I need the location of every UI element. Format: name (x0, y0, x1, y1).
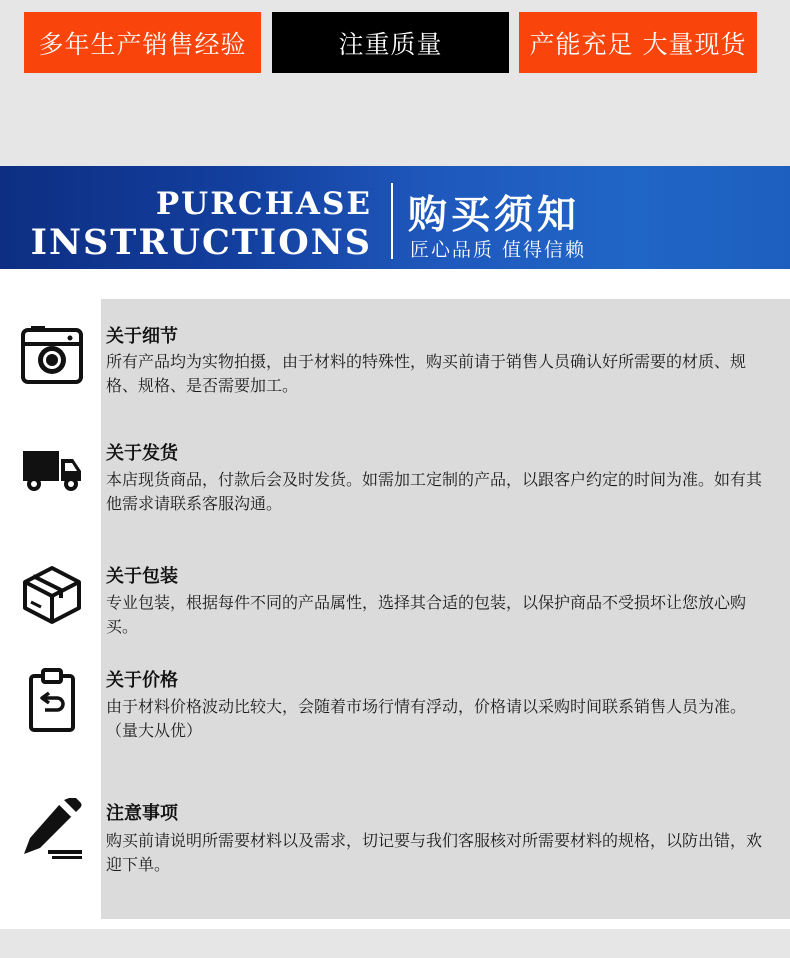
banner-divider (391, 183, 393, 259)
clipboard-return-icon (20, 668, 84, 732)
item-text-price: 由于材料价格波动比较大，会随着市场行情有浮动，价格请以采购时间联系销售人员为准。（量大从优） (106, 697, 747, 740)
truck-icon (20, 438, 84, 502)
item-title-packaging: 关于包装 (106, 566, 178, 587)
badge-experience: 多年生产销售经验 (24, 12, 261, 73)
item-text-details: 所有产品均为实物拍摄，由于材料的特殊性，购买前请于销售人员确认好所需要的材质、规格、规格、是否需要加工。 (106, 352, 747, 395)
badge-capacity: 产能充足 大量现货 (519, 12, 757, 73)
item-title-details: 关于细节 (106, 326, 178, 347)
pen-edit-icon (20, 797, 84, 861)
banner-title-en-line1: PURCHASE (155, 186, 372, 222)
item-title-shipping: 关于发货 (106, 443, 178, 464)
item-text-packaging: 专业包装，根据每件不同的产品属性，选择其合适的包装，以保护商品不受损坏让您放心购买。 (106, 593, 747, 636)
purchase-instructions-banner (0, 166, 790, 269)
item-text-shipping: 本店现货商品，付款后会及时发货。如需加工定制的产品，以跟客户约定的时间为准。如有其他需求请联系客服沟通。 (106, 470, 763, 513)
camera-icon (20, 322, 84, 386)
item-text-notes: 购买前请说明所需要材料以及需求，切记要与我们客服核对所需要材料的规格，以防出错，欢迎下单。 (106, 831, 763, 874)
badge-quality: 注重质量 (272, 12, 509, 73)
item-title-notes: 注意事项 (106, 803, 178, 824)
item-title-price: 关于价格 (106, 670, 178, 691)
banner-title-cn: 购买须知 (408, 193, 581, 238)
banner-subtitle-cn: 匠心品质 值得信赖 (410, 239, 587, 261)
package-box-icon (20, 562, 84, 626)
banner-title-en-line2: INSTRUCTIONS (30, 222, 372, 263)
